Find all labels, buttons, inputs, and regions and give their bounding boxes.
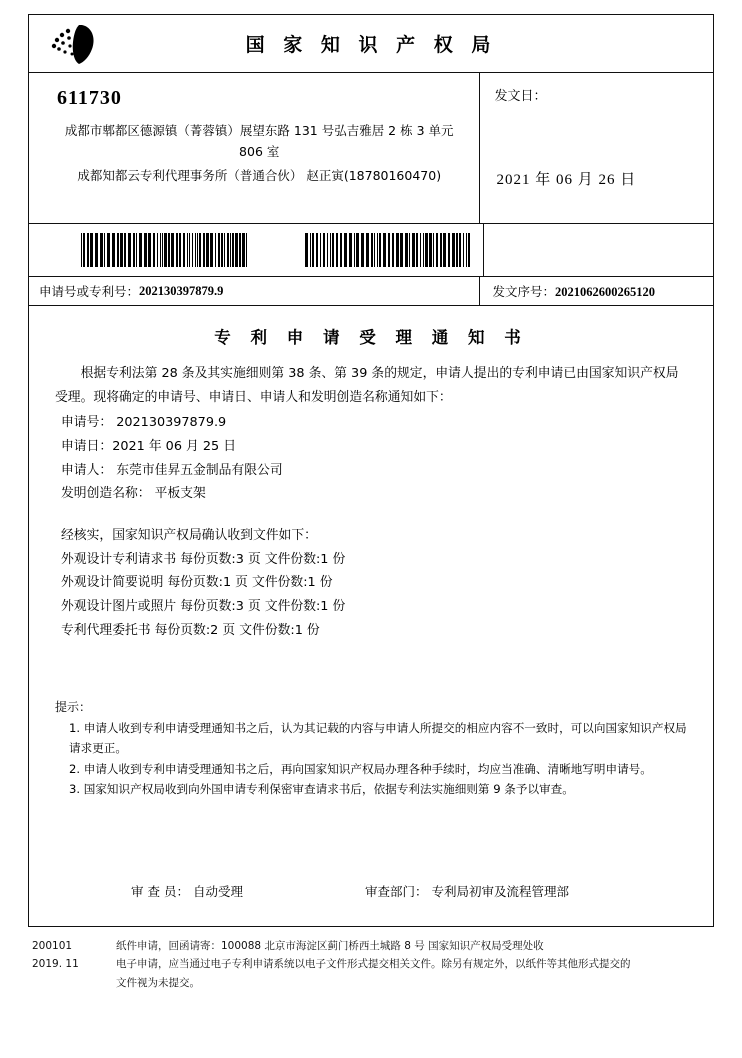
agency-line: 成都知都云专利代理事务所（普通合伙） 赵正寅(18780160470) (77, 167, 442, 183)
document-frame (28, 14, 714, 927)
footer-line-2: 电子申请，应当通过电子专利申请系统以电子文件形式提交相关文件。除另有规定外，以纸件等其他形式提交的 (116, 958, 631, 971)
office-title: 国 家 知 识 产 权 局 (245, 34, 497, 56)
footer-code-1: 200101 (32, 940, 73, 952)
serial-number-value: 2021062600265120 (554, 285, 655, 299)
application-number-label: 申请号或专利号： (39, 284, 140, 299)
received-document-3: 外观设计图片或照片 每份页数:3 页 文件份数:1 份 (61, 599, 346, 615)
issue-date-value: 2021 年 06 月 26 日 (496, 172, 637, 188)
issue-date-block (480, 73, 713, 223)
department-value: 专利局初审及流程管理部 (431, 884, 569, 899)
cnipa-emblem-icon (29, 22, 125, 66)
received-document-4: 专利代理委托书 每份页数:2 页 文件份数:1 份 (61, 622, 320, 638)
address-block (29, 73, 713, 224)
received-document-1: 外观设计专利请求书 每份页数:3 页 文件份数:1 份 (61, 551, 346, 567)
barcode-right-cell (484, 224, 713, 276)
tip-item-3: 3. 国家知识产权局收到向外国申请专利保密审查请求书后，依据专利法实施细则第 9 条予以审查。 (69, 781, 574, 796)
serial-number-label: 发文序号： (492, 284, 555, 299)
confirm-line: 经核实，国家知识产权局确认收到文件如下： (61, 528, 317, 544)
application-barcode (81, 233, 249, 267)
recipient-address-line-2: 806 室 (239, 144, 280, 160)
intro-paragraph: 根据专利法第 28 条及其实施细则第 38 条、第 39 条的规定，申请人提出的专利申请已由国家知识产权局受理。现将确定的申请号、申请日、申请人和发明创造名称通知如下： (55, 366, 679, 405)
application-number-value: 202130397879.9 (139, 283, 224, 298)
footer-text (116, 937, 710, 992)
footer-line-1: 纸件申请，回函请寄：100088 北京市海淀区蓟门桥西土城路 8 号 国家知识产权局受理处收 (116, 940, 544, 952)
tip-item-1: 1. 申请人收到专利申请受理通知书之后，认为其记载的内容与申请人所提交的相应内容不一致时，可以向国家知识产权局请求更正。 (69, 721, 687, 756)
serial-barcode (305, 233, 473, 267)
department-block (365, 882, 569, 900)
document-header (29, 15, 713, 73)
tip-item-2: 2. 申请人收到专利申请受理通知书之后，再向国家知识产权局办理各种手续时，均应当准确、清晰地写明申请号。 (69, 761, 652, 776)
document-title: 专 利 申 请 受 理 通 知 书 (214, 328, 528, 347)
examiner-label: 审 查 员： (131, 884, 189, 899)
field-application-number: 申请号： 202130397879.9 (61, 415, 227, 431)
tips-block (55, 698, 687, 799)
tips-title: 提示： (55, 700, 92, 714)
barcode-row (29, 224, 713, 277)
received-document-2: 外观设计简要说明 每份页数:1 页 文件份数:1 份 (61, 575, 333, 591)
barcode-left-cell (29, 224, 484, 276)
issue-date-label: 发文日： (494, 89, 547, 104)
footer-codes (32, 937, 116, 992)
field-applicant: 申请人： 东莞市佳昇五金制品有限公司 (61, 462, 283, 478)
recipient-address-line-1: 成都市郫都区德源镇（菁蓉镇）展望东路 131 号弘吉雅居 2 栋 3 单元 (64, 123, 454, 138)
number-row (29, 277, 713, 306)
application-number-cell (29, 277, 480, 305)
department-label: 审查部门： (364, 884, 428, 899)
footer-line-3: 文件视为未提交。 (116, 976, 200, 989)
field-invention-title: 发明创造名称： 平板支架 (61, 486, 206, 502)
footer-code-2: 2019. 11 (32, 958, 79, 971)
signature-row (55, 882, 687, 900)
document-body (29, 306, 713, 926)
document-footer (28, 937, 714, 992)
serial-number-cell (480, 282, 713, 300)
examiner-block (131, 882, 243, 900)
examiner-value: 自动受理 (192, 884, 243, 899)
postal-code: 611730 (57, 87, 122, 109)
field-application-date: 申请日：2021 年 06 月 25 日 (61, 439, 237, 455)
recipient-block (29, 73, 480, 223)
